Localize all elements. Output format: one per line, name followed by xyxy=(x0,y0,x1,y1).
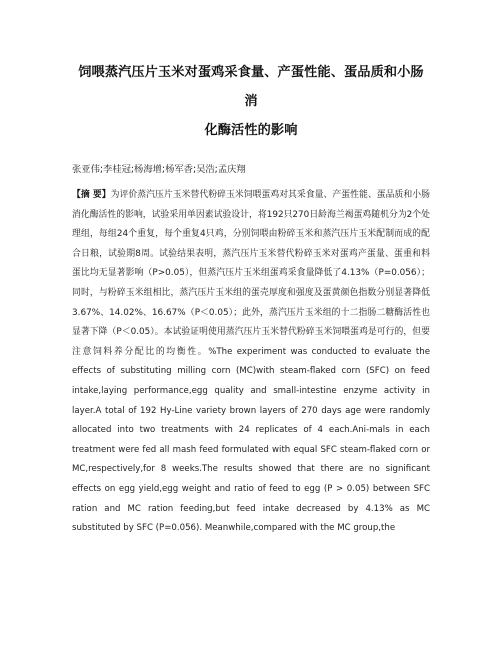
author-list: 张亚伟;李桂冠;杨海增;杨军香;吴浩;孟庆翔 xyxy=(72,164,246,175)
paper-title xyxy=(72,58,430,145)
abstract-english: %The experiment was conducted to evaluate the effects of substituting milling corn (MC)with steam-flaked corn (SFC) on feed intake,laying performance,egg quality and small-intestine enzyme activity in layer.A total of 192 Hy-Line variety brown layers of 270 days age were randomly allocated into two treatments with 24 replicates of 4 each.Ani-mals in each treatment were fed all mash feed formulated with equal SFC steam-flaked corn or MC,respectively,for 8 weeks.The results showed that there are no significant effects on egg yield,egg weight and ratio of feed to egg (P > 0.05) between SFC ration and MC ration feeding,but feed intake decreased by 4.13% as MC substituted by SFC (P=0.056). Meanwhile,compared with the MC group,the xyxy=(72,346,431,534)
abstract xyxy=(72,186,430,539)
abstract-chinese: 为评价蒸汽压片玉米替代粉碎玉米饲喂蛋鸡对其采食量、产蛋性能、蛋品质和小肠消化酶活性的影响，试验采用单因素试验设计，将192只270日龄海兰褐蛋鸡随机分为2个处理组，每组24个重复，每个重复4只鸡，分别饲喂由粉碎玉米和蒸汽压片玉米配制而成的配合日粮，试验期8周。试验结果表明，蒸汽压片玉米替代粉碎玉米对蛋鸡产蛋量、蛋重和料蛋比均无显著影响（P>0.05），但蒸汽压片玉米组蛋鸡采食量降低了4.13%（P=0.056）；同时，与粉碎玉米组相比，蒸汽压片玉米组的蛋壳厚度和强度及蛋黄颜色指数分别显著降低3.67%、14.02%、16.67%（P＜0.05）；此外，蒸汽压片玉米组的十二指肠二糖酶活性也显著下降（P＜0.05）。本试验证明使用蒸汽压片玉米替代粉碎玉米饲喂蛋鸡是可行的，但要注意饲料养分配比的均衡性。 xyxy=(72,190,430,357)
paper-title-line-2: 化酶活性的影响 xyxy=(204,123,298,138)
abstract-label: 【摘 要】 xyxy=(72,190,111,200)
paper-title-line-1: 饲喂蒸汽压片玉米对蛋鸡采食量、产蛋性能、蛋品质和小肠消 xyxy=(78,65,424,109)
